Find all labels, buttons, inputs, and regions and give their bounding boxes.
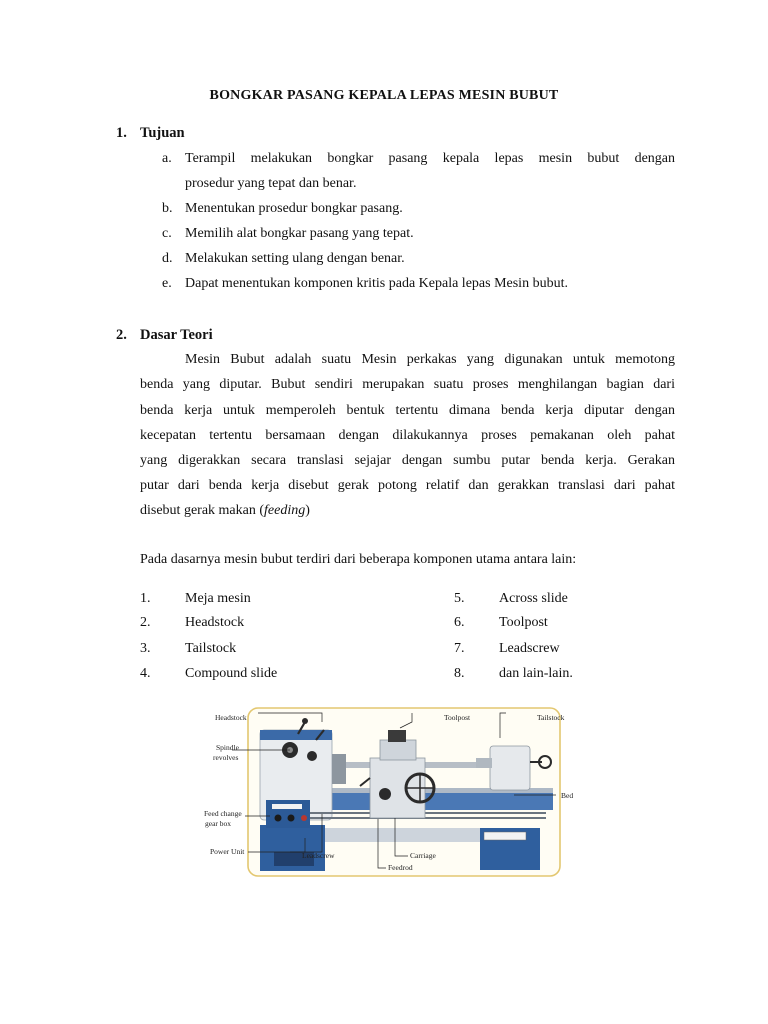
machine-nameplate bbox=[484, 832, 526, 840]
section-2-heading bbox=[116, 327, 213, 344]
label-bed: Bed bbox=[561, 791, 574, 800]
label-revolves: revolves bbox=[213, 753, 239, 762]
label-toolpost: Toolpost bbox=[444, 713, 471, 722]
component-number: 5. bbox=[454, 591, 465, 606]
document-title: BONGKAR PASANG KEPALA LEPAS MESIN BUBUT bbox=[209, 88, 559, 103]
feeding-term: feeding bbox=[264, 503, 306, 518]
goal-text-line: Memilih alat bongkar pasang yang tepat. bbox=[185, 226, 414, 241]
goal-text-line: Terampil melakukan bongkar pasang kepala lepas mesin bubut dengan bbox=[185, 151, 675, 166]
paragraph-line: benda yang diputar. Bubut sendiri merupakan suatu proses menghilangan bagian dari bbox=[140, 377, 675, 392]
paragraph-line: putar dari benda kerja disebut gerak potong relatif dan gerakkan translasi dari pahat bbox=[140, 478, 675, 493]
component-number: 7. bbox=[454, 641, 465, 656]
label-power-unit: Power Unit bbox=[210, 847, 245, 856]
label-gear-box: gear box bbox=[205, 819, 232, 828]
component-name: dan lain-lain. bbox=[499, 666, 573, 681]
component-number: 6. bbox=[454, 615, 465, 630]
component-name: Meja mesin bbox=[185, 591, 251, 606]
toolpost-block bbox=[380, 740, 416, 760]
goal-text-line: Dapat menentukan komponen kritis pada Kepala lepas Mesin bubut. bbox=[185, 276, 568, 291]
paragraph-line: kecepatan tertentu bersamaan dengan dilakukannya proses pemakanan oleh pahat bbox=[140, 428, 675, 443]
section-2-title: Dasar Teori bbox=[140, 327, 213, 343]
chuck bbox=[332, 754, 346, 784]
component-number: 3. bbox=[140, 641, 151, 656]
goal-text-line: prosedur yang tepat dan benar. bbox=[185, 176, 357, 191]
component-name: Tailstock bbox=[185, 641, 237, 656]
label-tailstock: Tailstock bbox=[537, 713, 565, 722]
paragraph-line: yang digerakkan secara translasi sejajar dengan sumbu putar benda kerja. Gerakan bbox=[140, 453, 675, 468]
label-leadscrew: Leadscrew bbox=[302, 851, 335, 860]
component-name: Compound slide bbox=[185, 666, 278, 681]
goal-letter: b. bbox=[162, 201, 173, 216]
lathe-figure bbox=[190, 700, 590, 880]
component-number: 1. bbox=[140, 591, 151, 606]
label-headstock: Headstock bbox=[215, 713, 247, 722]
goal-letter: c. bbox=[162, 226, 172, 241]
section-1-heading bbox=[116, 125, 185, 142]
leadscrew-bar bbox=[310, 812, 546, 814]
label-carriage: Carriage bbox=[410, 851, 436, 860]
component-number: 8. bbox=[454, 666, 465, 681]
label-feedrod: Feedrod bbox=[388, 863, 413, 872]
last-line-suffix: ) bbox=[305, 503, 310, 518]
chip-tray bbox=[325, 828, 480, 842]
component-number: 4. bbox=[140, 666, 151, 681]
goal-text-line: Melakukan setting ulang dengan benar. bbox=[185, 251, 405, 266]
components-intro: Pada dasarnya mesin bubut terdiri dari beberapa komponen utama antara lain: bbox=[140, 552, 577, 567]
section-1-number: 1. bbox=[116, 125, 127, 141]
feedrod-bar bbox=[310, 817, 546, 819]
label-feed-change: Feed change bbox=[204, 809, 242, 818]
section-1-title: Tujuan bbox=[140, 125, 185, 141]
section-2-number: 2. bbox=[116, 327, 127, 343]
goal-text-line: Menentukan prosedur bongkar pasang. bbox=[185, 201, 403, 216]
component-number: 2. bbox=[140, 615, 151, 630]
paragraph-last-line bbox=[140, 502, 675, 520]
paragraph-line: Mesin Bubut adalah suatu Mesin perkakas yang digunakan untuk memotong bbox=[185, 352, 675, 367]
component-name: Across slide bbox=[499, 591, 568, 606]
component-name: Leadscrew bbox=[499, 641, 560, 656]
paragraph-line: benda kerja untuk memperoleh bentuk tertentu dimana benda kerja diputar dengan bbox=[140, 403, 675, 418]
component-name: Toolpost bbox=[499, 615, 548, 630]
goal-letter: e. bbox=[162, 276, 172, 291]
tailstock-body bbox=[490, 746, 530, 790]
component-name: Headstock bbox=[185, 615, 245, 630]
last-line-prefix: disebut gerak makan ( bbox=[140, 503, 265, 518]
label-spindle: Spindle bbox=[216, 743, 239, 752]
goal-letter: d. bbox=[162, 251, 173, 266]
goal-letter: a. bbox=[162, 151, 172, 166]
